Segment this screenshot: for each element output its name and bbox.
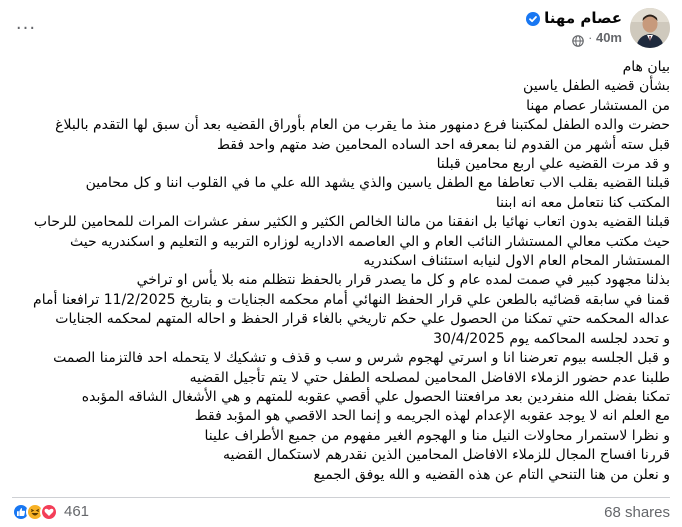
post-line: قررنا افساح المجال للزملاء الافاضل المحامين الذين نقدرهم لاستكمال القضيه xyxy=(223,447,670,464)
meta-separator: · xyxy=(588,31,592,45)
post-line: طلبنا عدم حضور الزملاء الافاضل المحامين لمصلحه الطفل حتي لا يتم تأجيل القضيه xyxy=(189,369,670,386)
post-footer xyxy=(0,499,682,527)
post-line: و نظرا لاستمرار محاولات النيل منا و الهجوم الغير مفهوم من جميع الأطراف علينا xyxy=(204,427,670,444)
post-line: المستشار المحام العام الاول لنيابه استئناف اسكندريه xyxy=(363,253,670,270)
post-line: قمنا في سابقه قضائيه بالطعن علي قرار الحفظ النهائي أمام محكمه الجنايات و بتاريخ 11/2/2025 ترافعنا أمام xyxy=(33,291,670,308)
author-line xyxy=(526,9,622,27)
post-line: بشأن قضيه الطفل ياسين xyxy=(523,78,670,95)
post-line: قبل سته أشهر من القدوم لنا بمعرفه احد الساده المحامين ضد متهم واحد فقط xyxy=(217,136,670,153)
post-line: عداله المحكمه حتي تمكنا من الحصول علي حكم تاريخي بالغاء قرار الحفظ و احاله المتهم لمحكمه الجنايات xyxy=(55,311,670,328)
shares-count[interactable]: 68 shares xyxy=(604,504,670,521)
post-line: بيان هام xyxy=(622,59,670,75)
love-icon xyxy=(40,503,58,521)
post-line: مع العلم انه لا يوجد عقوبه الإعدام لهذه الجريمه و إنما الحد الاقصي هو المؤبد فقط xyxy=(194,408,670,425)
post-line: بذلنا مجهود كبير في صمت لمده عام و كل ما يصدر قرار بالحفظ نتظلم منه بلا يأس او تراخي xyxy=(136,272,670,289)
post-text xyxy=(12,58,670,485)
reactions-summary[interactable] xyxy=(12,503,89,521)
more-options-icon[interactable]: ··· xyxy=(15,17,37,39)
post-line: و تحدد لجلسه المحاكمه يوم 30/4/2025 xyxy=(433,330,670,347)
post-line: حيث مكتب معالي المستشار النائب العام و الي العاصمه الاداريه لوزاره التربيه و التعليم و اسكندريه حيث xyxy=(69,233,670,250)
footer-divider xyxy=(12,497,670,498)
post-line: قبلنا القضيه بقلب الاب تعاطفا مع الطفل ياسين والذي يشهد الله علي ما في القلوب اننا و كل محامين xyxy=(85,175,670,192)
post-line: و قد مرت القضيه علي اربع محامين قبلنا xyxy=(436,156,670,173)
verified-badge-icon xyxy=(526,11,540,25)
post-line: حضرت والده الطفل لمكتبنا فرع دمنهور منذ ما يقرب من العام بأوراق القضيه بعد أن سبق لها التقدم بالبلاغ xyxy=(55,117,670,134)
post-time[interactable]: 40m xyxy=(595,30,622,45)
post-meta xyxy=(572,30,622,46)
post-line: و نعلن من هنا التنحي التام عن هذه القضيه و الله يوفق الجميع xyxy=(313,466,670,483)
post-line: المكتب كنا نتعامل معه انه ابننا xyxy=(495,194,670,211)
post-header xyxy=(0,0,682,56)
author-info xyxy=(526,9,622,46)
avatar[interactable] xyxy=(630,8,670,48)
globe-icon[interactable] xyxy=(572,32,584,44)
post-line: و قبل الجلسه بيوم تعرضنا انا و اسرتي لهجوم شرس و سب و قذف و تشكيك لا يتحمله احد فالتزمنا الصمت xyxy=(53,350,670,367)
post-line: تمكنا بفضل الله منفردين بعد مرافعتنا الحصول علي أقصي عقوبه للمتهم و هي الأشغال الشاقه المؤبده xyxy=(81,388,670,405)
author-name[interactable]: عصام مهنا xyxy=(544,9,622,27)
post-line: قبلنا القضيه بدون اتعاب نهائيا بل انفقنا من مالنا الخالص الكثير و الكثير سفر عشرات المرات للمحامين للرحاب xyxy=(33,214,670,231)
post-line: من المستشار عصام مهنا xyxy=(526,97,670,114)
reaction-count[interactable]: 461 xyxy=(64,503,90,520)
